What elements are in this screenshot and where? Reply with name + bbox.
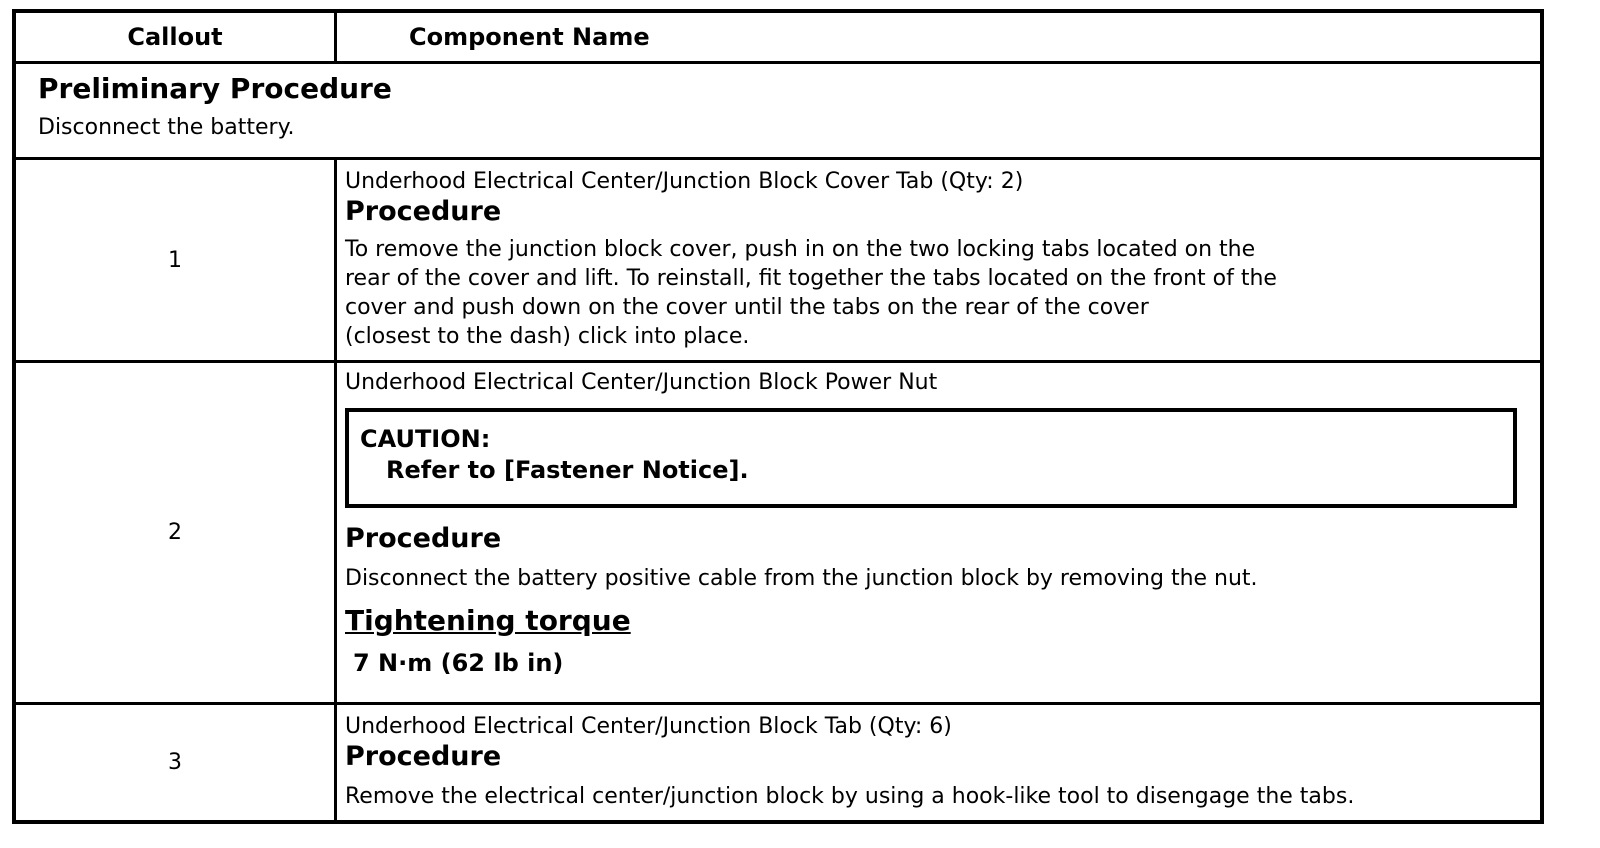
procedure-line: cover and push down on the cover until the tabs on the rear of the cover xyxy=(345,295,1149,320)
procedure-heading: Procedure xyxy=(345,196,502,227)
component-name: Underhood Electrical Center/Junction Block Tab (Qty: 6) xyxy=(345,714,952,739)
procedure-line: To remove the junction block cover, push in on the two locking tabs located on the xyxy=(345,237,1256,262)
component-name-column-header: Component Name xyxy=(409,23,650,51)
caution-box xyxy=(345,408,1517,508)
tightening-torque-heading: Tightening torque xyxy=(345,604,631,637)
procedure-line: (closest to the dash) click into place. xyxy=(345,324,750,349)
component-cell xyxy=(337,160,1540,360)
tightening-torque-value: 7 N·m (62 lb in) xyxy=(353,649,564,677)
procedure-text xyxy=(345,235,1534,351)
procedure-line: rear of the cover and lift. To reinstall, fit together the tabs located on the front of the xyxy=(345,266,1277,291)
procedure-text: Disconnect the battery positive cable from the junction block by removing the nut. xyxy=(345,566,1258,591)
table-header-row xyxy=(16,13,1540,61)
procedure-text: Remove the electrical center/junction block by using a hook-like tool to disengage the tabs. xyxy=(345,784,1355,809)
procedure-table xyxy=(12,9,1544,824)
preliminary-procedure-row xyxy=(16,61,1540,157)
procedure-heading: Procedure xyxy=(345,741,502,772)
table-row xyxy=(16,360,1540,702)
table-row xyxy=(16,157,1540,360)
callout-number: 2 xyxy=(16,363,337,702)
component-name: Underhood Electrical Center/Junction Block Power Nut xyxy=(345,370,938,395)
component-name: Underhood Electrical Center/Junction Block Cover Tab (Qty: 2) xyxy=(345,169,1024,194)
procedure-heading: Procedure xyxy=(345,523,502,554)
fastener-notice-reference: Refer to [Fastener Notice]. xyxy=(386,456,749,484)
component-cell xyxy=(337,363,1540,702)
component-cell xyxy=(337,705,1540,820)
table-row xyxy=(16,702,1540,820)
callout-number: 3 xyxy=(16,705,337,820)
callout-column-header: Callout xyxy=(16,13,337,61)
callout-number: 1 xyxy=(16,160,337,360)
preliminary-procedure-title: Preliminary Procedure xyxy=(38,72,392,105)
preliminary-procedure-text: Disconnect the battery. xyxy=(38,115,295,140)
caution-title: CAUTION: xyxy=(360,425,491,453)
